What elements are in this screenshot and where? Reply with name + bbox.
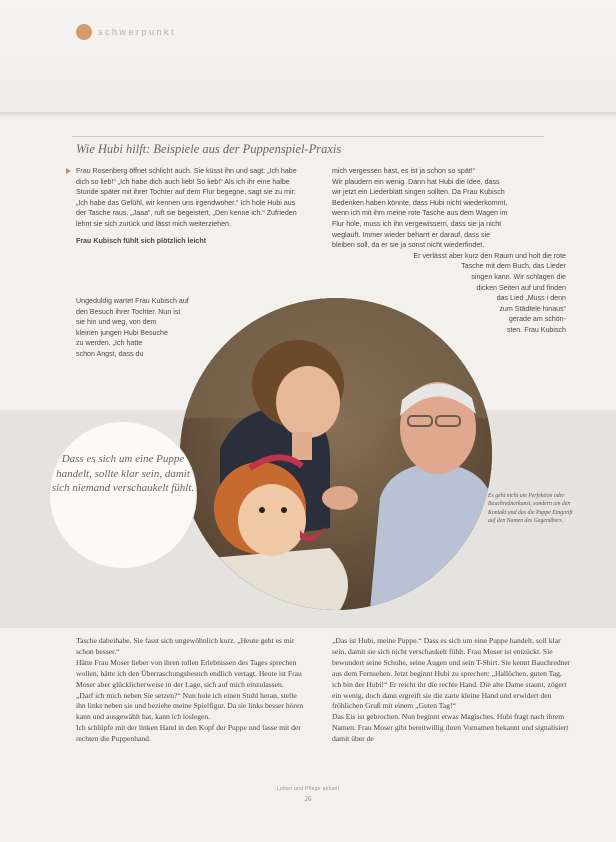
circular-photo [180, 298, 492, 610]
page-fold [0, 112, 616, 117]
text-line: Bedenken haben könnte, dass Hubi nicht wiederkommt, [332, 198, 508, 207]
column-left-bottom [76, 636, 304, 745]
text-line: Wir plaudern ein wenig. Dann hat Hubi die Idee, dass [332, 177, 500, 186]
text-line: wenn ich mit ihm meine rote Tasche aus dem Wagen im [332, 209, 508, 218]
paragraph: Hätte Frau Moser lieber von ihren tollen Erlebnissen des Tages sprechen wollen, hätte ich den Überraschungsbesuch endlich vertagt. Heute ist Frau Moser aber glücklicherweise in der Lage, sich auf mich einzulassen. [76, 657, 302, 689]
text-line: Ungeduldig wartet Frau Kubisch auf [76, 297, 189, 305]
photo-caption: Es geht nicht um Perfektion oder Bauchrednerkunst, sondern um den Kontakt und das die Puppe Eingreift auf den Namen des Gegenübers. [488, 493, 573, 524]
text-line: wir jetzt ein Liederblatt singen sollten. Da Frau Kubisch [332, 188, 505, 197]
man-hand [322, 486, 358, 510]
text-line: sten. Frau Kubisch [506, 325, 566, 334]
text-line: zu werden. „Ich hatte [76, 339, 143, 348]
paragraph: Frau Rosenberg öffnet schlicht auch. Sie küsst ihn und sagt: „Ich habe dich so lieb!“ „Ich habe dich auch lieb! So lieb!“ Als ich ihr eine halbe Stunde später mit ihrer Tochter auf dem Flur begegne, sagt sie zu mir: „Ich habe das Gefühl, wir kennen uns irgendwoher.“ Ich hole Hubi aus der Tasche raus. „Jaaa“, ruft sie begeistert, „Den kenne ich.“ Zufrieden lehnt sie sich zurück und lässt mich weiterziehen. [76, 167, 297, 228]
footer-url: Leben und Pflege aktuell [276, 786, 340, 792]
column-left-top [76, 166, 302, 246]
text-line: den Besuch ihrer Tochter. Nun ist [76, 307, 181, 316]
pull-quote: Dass es sich um eine Puppe handelt, sollte klar sein, damit sich niemand verschaukelt fühlt. [51, 453, 195, 494]
section-dot-icon [76, 24, 92, 40]
paragraph: Ich schlüpfe mit der linken Hand in den Kopf der Puppe und fasse mit der rechten die Puppenhand. [76, 723, 301, 744]
text-line: dicken Seiten auf und finden [476, 283, 566, 292]
woman-face [276, 366, 340, 438]
text-line: bleiben soll, da er sie ja sonst nicht wiederfindet. [332, 241, 485, 250]
photo-illustration [180, 298, 492, 610]
puppet-face [238, 484, 306, 556]
text-line: schon Angst, dass du [76, 349, 144, 358]
article-heading: Wie Hubi hilft: Beispiele aus der Puppenspiel-Praxis [76, 142, 342, 156]
text-line: mich vergessen hast, es ist ja schon so spät!“ [332, 167, 476, 175]
heading-rule [72, 136, 544, 137]
paragraph: „Darf ich mich neben Sie setzen?“ Nun hole ich einen Stuhl heran, stelle ihn links neben sie und beziehe meine Spielfigur. Da sie links besser hören kann und ausgewählt hat, kann ich loslegen. [76, 690, 304, 722]
text-line: Flur hole, muss ich ihn vergewissern, dass sie ja nicht [332, 219, 502, 228]
text-line: das Lied „Muss i denn [496, 294, 566, 303]
bullet-triangle-icon [66, 168, 71, 174]
page-number: 26 [304, 795, 312, 803]
text-line: Tasche mit dem Buch, das Lieder [461, 262, 566, 271]
text-line: zum Städtele hinaus“ [499, 304, 566, 313]
text-line: sie hin und weg, von dem [76, 318, 157, 327]
text-line: Er verlässt aber kurz den Raum und holt die rote [413, 251, 566, 260]
section-mark [76, 24, 176, 40]
text-line: weglauft. Immer wieder beharrt er darauf, dass sie [332, 230, 491, 239]
column-right-bottom [332, 636, 572, 745]
paragraph: Tasche dabeihabe. Sie fasst sich ungewöhnlich kurz. „Heute geht es mir schon besser.“ [76, 636, 295, 656]
top-band [0, 0, 616, 112]
text-line: gerade am schön- [508, 315, 566, 324]
section-label: schwerpunkt [98, 27, 177, 37]
text-line: kleinen jungen Hubi Besuche [76, 328, 168, 337]
paragraph: Das Eis ist gebrochen. Nun beginnt etwas Magisches. Hubi fragt nach ihrem Namen. Frau Moser gibt bereitwillig ihren Vornamen bekannt und signalisiert damit über de [332, 712, 569, 744]
subheading: Frau Kubisch fühlt sich plötzlich leicht [76, 236, 207, 245]
paragraph: „Das ist Hubi, meine Puppe.“ Dass es sich um eine Puppe handelt, soll klar sein, damit sie sich nicht verschaukelt fühlt. Frau Moser ist entzückt. Sie bewundert seine Schuhe, seine Augen und sein T-Shirt. Sie kennt Bauchredner aus dem Fernsehen. Jetzt beginnt Hubi zu sprechen: „Hallöchen, guten Tag, ich bin der Hubi!“ Er reicht ihr die rechte Hand. Die alte Dame staunt, zögert ein wenig, doch dann ergreift sie die zarte kleine Hand und erwidert den fröhlichen Gruß mit einem „Guten Tag!“ [332, 636, 571, 711]
column-left-wrapped [76, 296, 226, 360]
text-line: singen kann. Wir schlagen die [471, 272, 566, 281]
